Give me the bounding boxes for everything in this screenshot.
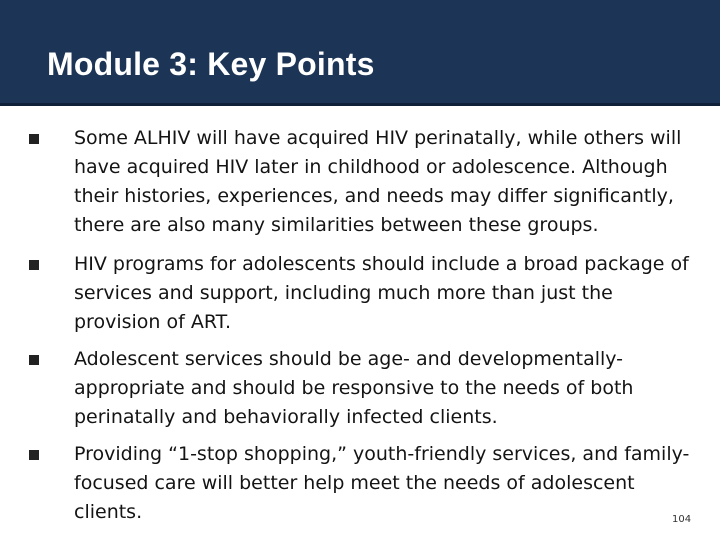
square-bullet-icon: [29, 355, 39, 365]
key-point: [0, 124, 720, 240]
key-point: [0, 250, 720, 337]
key-point: [0, 345, 720, 432]
key-points-list: [0, 124, 720, 537]
square-bullet-icon: [29, 450, 39, 460]
key-point: [0, 440, 720, 527]
page-number: 104: [672, 514, 692, 525]
square-bullet-icon: [29, 134, 39, 144]
key-point-text: Adolescent services should be age- and developmentally-appropriate and should be responsive to the needs of both perinatally and behaviorally infected clients.: [74, 348, 634, 428]
title-bar: [0, 0, 720, 106]
square-bullet-icon: [29, 260, 39, 270]
slide-title: Module 3: Key Points: [47, 46, 375, 82]
key-point-text: HIV programs for adolescents should include a broad package of services and support, including much more than just the provision of ART.: [74, 253, 689, 333]
key-point-text: Some ALHIV will have acquired HIV perinatally, while others will have acquired HIV later in childhood or adolescence. Although their histories, experiences, and needs may differ significantly, there are also many similarities between these groups.: [74, 127, 682, 236]
key-point-text: Providing “1-stop shopping,” youth-friendly services, and family-focused care will better help meet the needs of adolescent clients.: [74, 443, 690, 523]
